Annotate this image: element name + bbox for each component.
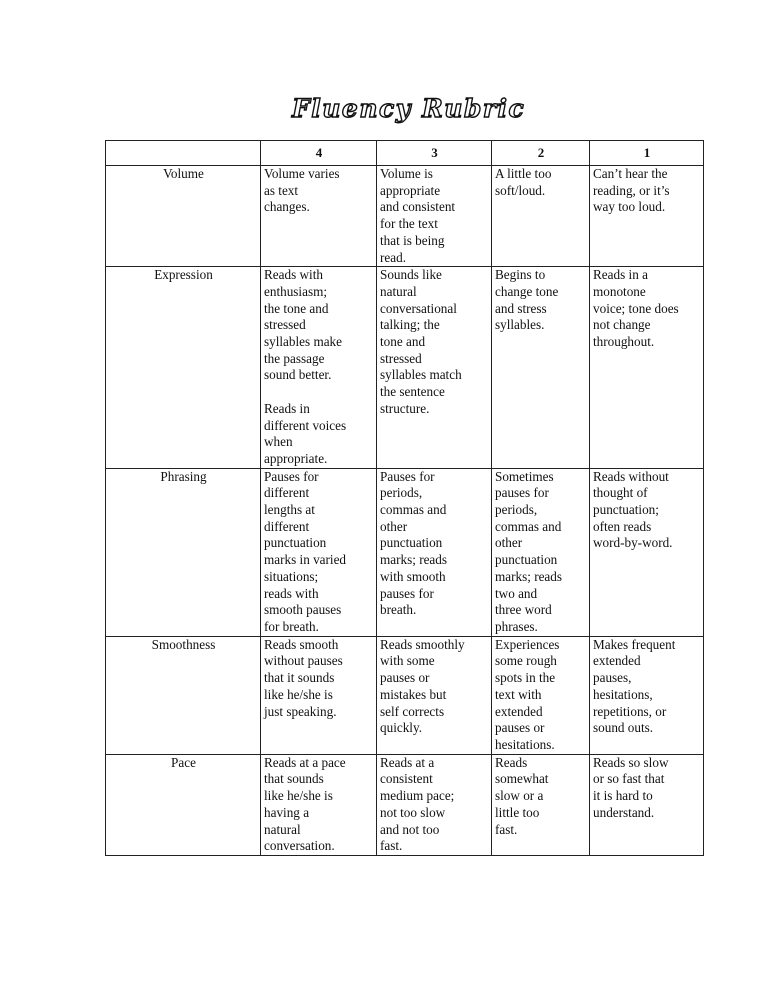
rubric-cell: Sometimes pauses for periods, commas and other punctuation marks; reads two and three word phrases. (492, 468, 590, 636)
rubric-cell: Pauses for periods, commas and other punctuation marks; reads with smooth pauses for breath. (377, 468, 492, 636)
category-label: Volume (106, 166, 261, 267)
category-label: Pace (106, 754, 261, 855)
header-cell-score-3: 3 (377, 141, 492, 166)
category-label: Expression (106, 267, 261, 468)
rubric-cell: Reads so slow or so fast that it is hard to understand. (590, 754, 704, 855)
rubric-row-smoothness (106, 636, 704, 754)
rubric-row-pace (106, 754, 704, 855)
rubric-cell: Volume varies as text changes. (261, 166, 377, 267)
rubric-row-expression (106, 267, 704, 468)
rubric-cell: Reads somewhat slow or a little too fast. (492, 754, 590, 855)
rubric-cell: A little too soft/loud. (492, 166, 590, 267)
header-cell-score-1: 1 (590, 141, 704, 166)
rubric-cell: Reads at a consistent medium pace; not too slow and not too fast. (377, 754, 492, 855)
header-cell-score-4: 4 (261, 141, 377, 166)
header-row (106, 141, 704, 166)
rubric-cell: Reads at a pace that sounds like he/she is having a natural conversation. (261, 754, 377, 855)
rubric-cell: Volume is appropriate and consistent for the text that is being read. (377, 166, 492, 267)
rubric-cell: Begins to change tone and stress syllables. (492, 267, 590, 468)
rubric-cell: Makes frequent extended pauses, hesitations, repetitions, or sound outs. (590, 636, 704, 754)
category-label: Smoothness (106, 636, 261, 754)
rubric-cell: Reads without thought of punctuation; often reads word-by-word. (590, 468, 704, 636)
category-label: Phrasing (106, 468, 261, 636)
rubric-row-volume (106, 166, 704, 267)
rubric-row-phrasing (106, 468, 704, 636)
rubric-cell: Experiences some rough spots in the text with extended pauses or hesitations. (492, 636, 590, 754)
header-cell-blank (106, 141, 261, 166)
rubric-cell: Can’t hear the reading, or it’s way too loud. (590, 166, 704, 267)
rubric-cell: Sounds like natural conversational talking; the tone and stressed syllables match the sentence structure. (377, 267, 492, 468)
rubric-cell: Pauses for different lengths at different punctuation marks in varied situations; reads with smooth pauses for breath. (261, 468, 377, 636)
header-cell-score-2: 2 (492, 141, 590, 166)
rubric-cell: Reads with enthusiasm; the tone and stressed syllables make the passage sound better. Reads in different voices when appropriate. (261, 267, 377, 468)
page-title: Fluency Rubric (292, 94, 526, 123)
rubric-cell: Reads in a monotone voice; tone does not change throughout. (590, 267, 704, 468)
rubric-cell: Reads smooth without pauses that it sounds like he/she is just speaking. (261, 636, 377, 754)
fluency-rubric-table (105, 140, 704, 856)
rubric-cell: Reads smoothly with some pauses or mistakes but self corrects quickly. (377, 636, 492, 754)
